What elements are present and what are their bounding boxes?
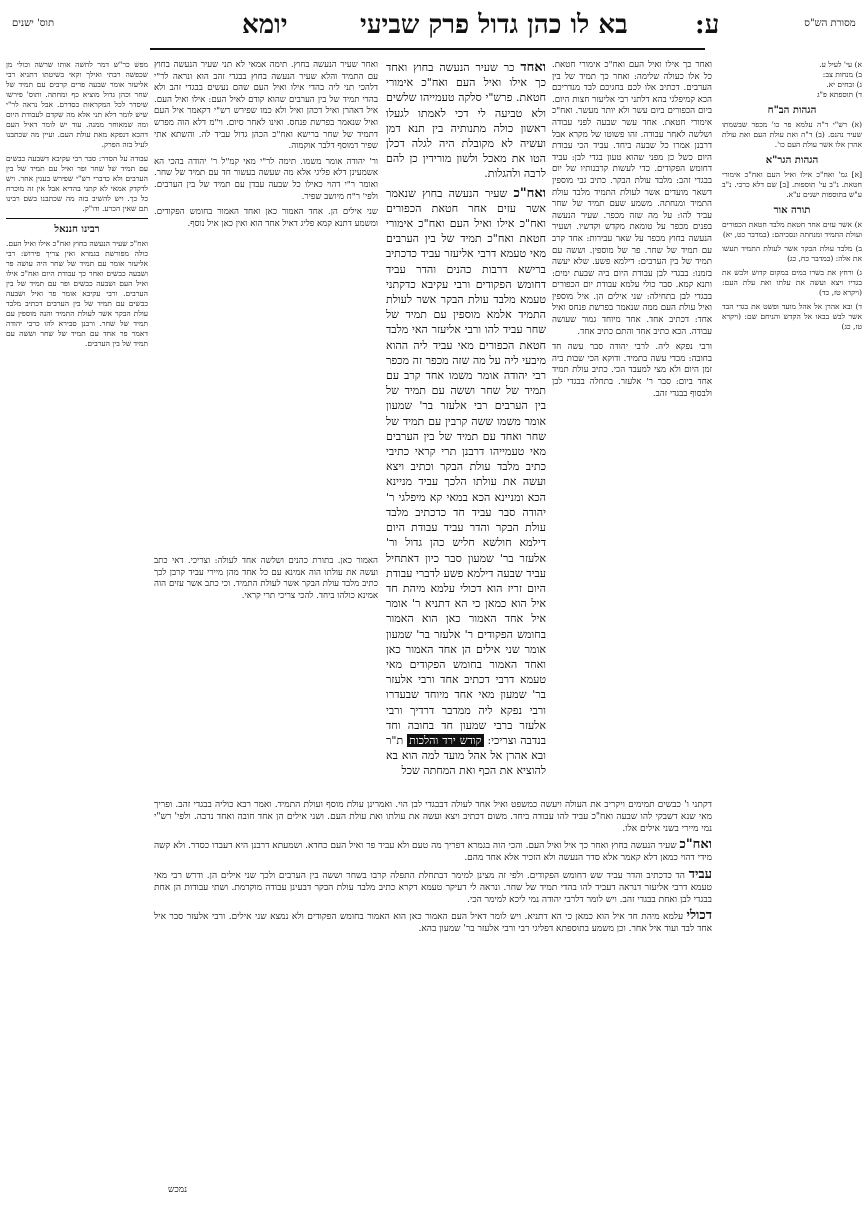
chapter-name: בא לו כהן גדול פרק שביעי bbox=[360, 10, 628, 40]
lower-commentary bbox=[154, 800, 712, 1175]
masoret-ref: ג) זבחים יא. bbox=[826, 80, 862, 89]
torah-or-verse: א) אשר עזים אחד חטאת מלבד חטאת הכפורים ועולת התמיד ומנחתה ונסכיהם: (במדבר כט, יא) bbox=[722, 220, 862, 239]
masoret-ref: א) עי' לעיל ע. bbox=[819, 60, 862, 69]
hagahot-habach-text: (א) רש"י ד"ה עלמא פר כו' מכפר שבשמתו שעיר נהנס. (ב) ד"ה ואת עולת העם ואת עולת אהרן אלו אשר עולת העם כו'. bbox=[722, 120, 862, 149]
tosafot-paragraph: ואחר שעיר הנעשה בחוץ. תימה אמאי לא תני שעיר הנעשה בחוץ עם התמיד והלא שעיר הנעשה בחוץ בבגדי זהב הוא ונראה לר"י דלהכי תני ליה בהדי אילו ואיל העם שהם נעשים בבגדי זהב ולא בהדי תמיד של בין הערבים שהוא קודם לאיל העם: אילו ואיל העם. איל דאהרן ואיל דכהן ואיל ולא כמו שפירש רש"י דקאמר איל העם ואיל שנאמר בפרשת פנחס. ואינו לאחר סיום. וי"מ דלא הוה מפרש דתמיד של שחר ברישא ואח"כ הכהן גדול עביד לה. והשתא אתי שפיר דמוסף דלבר אוקמוה. bbox=[154, 60, 378, 152]
lower-paragraph: עלמא מיהת חד איל הוא כמאן כי הא דתניא. ויש לומר דאיל העם האמור כאן הוא האמור בחומש הפקודים ולא נמצא שני אילים. ורבי אלעזר סבר איל אחד לבד ועוד איל אחר. וכן משמע בתוספתא דפליגי רבי ורבי אלעזר בר' שמעון בהא. bbox=[154, 912, 712, 935]
lower-paragraph: דקתני ו' כבשים תמימים ויקריב את העולה ויעשה כמשפט ואיל אחד לעולה דבבגדי לבן הוי. ואמרינן עולת מוסף ועולת התמיד. ואמר רבא כוליה בבגדי זהב. ופריך מאי שנא דשבקי להו שבעה ואח"כ עביד להו עבודה ביחד. משום דכתיב ויצא ועשה את עולתו ואת עולת העם. ושני אילים הן אחד חובה ואחד נדבה. ולפי' רש"י נמי מיירי בשני אילים אלו. bbox=[154, 800, 712, 834]
lower-paragraph: הד כדכתיב והדר עביד שש דחומש הפקודים. ולפי זה מצינן למימר דבתחלת התפלה קרבו בשחר וששה בין הערבים ולכך שני אילים הן. ודרש רבי מאי טעמא דרבי אליעזר דנראה דעביד להו בהדי תמיד של שחר. ונראה לי דעיקר טעמא דקרא כתיב מלבד עולת הבקר דבעינן עבודה מוקדמת. ושתי עבודות הן אחת בבגדי לבן ואחת בבגדי זהב. ויש לומר דלרבי יהודה נמי ליכא למימר הכי. bbox=[154, 870, 712, 905]
gemara-text: כר שעיר הנעשה בחוץ ואחד כך אילו ואיל העם ואח"כ אימורי חטאת. פרש"י סלקה טעמייהו שלשים ולא טביעה לי דכי לאמתו לגעלו ראשון כולה מתנותיה בין תנא דמן ועשיה לא מקובלת היה לגלה דכלן הטו את מאכל ולשון מורידין כן להם לרבה ולהגלות. bbox=[386, 61, 546, 181]
tosafot-yeshanim-label: תוס' ישנים bbox=[11, 18, 55, 29]
page-header bbox=[0, 8, 868, 48]
tosafot-lower-paragraph: האמור כאן. בתורת כהנים ושלשה אחד לעולה: וצריכי. דאי כתב ועשה את עולתו הוה אמינא עם כל אחד מהן מיירי עביד קרבן לכך כתיב מלבד עולת הבקר אשר לעולת התמיד. וכי כתב אשר עזים הוה אמינא כולהו ביחד. להכי צריכי תרי קראי. bbox=[154, 556, 378, 601]
right-margin-column bbox=[722, 60, 862, 840]
tractate-name: יומא bbox=[242, 10, 288, 40]
gemara-column bbox=[386, 60, 546, 790]
torah-or-verse: ד) ובא אהרן אל אהל מועד ופשט את בגדי הבד אשר לבש בבאו אל הקדש והניחם שם: (ויקרא טז, כג) bbox=[722, 302, 862, 331]
rashi-paragraph: ואחר כך אילו ואיל העם ואח"כ אימורי חטאת. כל אלו כעולה שלימה: ואחר כך תמיד של בין הערבים. דכתיב אלו לכם בחגיכם לבד מנדריכם הכא קמיפלגי בהא דלתני רבי אליעזר חצות היום. ביום הכפורים ביום עשר ולא יותר מעשר. ואח"כ אימורי חטאת. אחד עשר שבעה לפני עבודה ושלשה לאחר עבודה. זהו פשוטו של מקרא אבל דרבנן אמרו כל שבעה ביחד. עביד הכי עבודת היום כשל כן מפני שהוא טעון בגדי לבן: עביד דחומש הפקודים. כדי לעשות קרבנותיו של יום בבגדי זהב: מלבד עולת הבקר. כתיב גבי מוספין דשאר מועדים אשר לעולת התמיד מלבד עולת התמיד ומנחתה. משמע שעם תמיד של שחר עביד להו: על מה שזה מכפר. שעיר הנעשה בפנים מכפר על טומאת מקדש וקדשיו. ושעיר הנעשה בחוץ מכפר על שאר עבירות: אחד קרב עם תמיד של שחר. פר של מוספין. וששה עם תמיד של בין הערבים: דילמא פשע. שלא יעשה בזמנו: בבגדי לבן עבודת היום ביה שבעת ימים: ותנא קמא. סבר כולי עלמא עבודת יום הכפורים בבגדי לבן בתחילה: שני אילים הן. איל מוספין ואיל עולת העם ממה שנאמר בפרשת פנחס ואיל אחד: דכתיב אחד. אחד מיוחד גמור שעושה עבודה. הכא כתיב אחד והתם כתיב אחד. bbox=[552, 60, 712, 337]
lower-lead-word: עביד bbox=[688, 866, 712, 882]
gemara-text: ת"ר ובא אהרן אל אהל מועד למה הוא בא להוציא את הכף ואת המחתה שכל bbox=[386, 733, 546, 778]
tosafot-yeshanim-text-2: עבודה על הסדר: סבר רבי עקיבא דשבעה כבשים עם תמיד של שחר ופר ואיל עם תמיד של בין הערבים ולא כדברי רש"י שפירש בענין אחר. ויש לדקדק אמאי לא קתני בהדיא אבל אין זה מוכרח כל כך. ויש להשיב בזה מה שכתבנו בשם רבינו תם שאין הכרע. ודו"ק. bbox=[6, 154, 148, 213]
torah-or-verse: ג) ורחץ את בשרו במים במקום קדוש ולבש את בגדיו ויצא ועשה את עלתו ואת עלת העם: (ויקרא טז, כד) bbox=[722, 268, 862, 297]
hagahot-hagra-title: הגהות הגר"א bbox=[765, 155, 819, 166]
gemara-lead-word: ואחד bbox=[520, 60, 546, 75]
tosafot-lower-column bbox=[154, 556, 378, 796]
hagahot-habach-title: הגהות הב"ח bbox=[767, 105, 817, 116]
hagahot-hagra-text: [א] גמ' ואח"כ אילו ואיל העם ואח"כ אימורי חטאת. נ"ב עי' תוספות. [ב] שם דלא כרבי. נ"ב ע"ש בתוספות ישנים ע"א. bbox=[722, 170, 862, 199]
left-margin-divider bbox=[6, 218, 148, 219]
tosafot-column bbox=[154, 60, 378, 550]
masoret-hashas-label: מסורת הש"ס bbox=[804, 18, 856, 29]
torah-or-verse: ב) מלבד עולת הבקר אשר לעולת התמיד תעשו את אלה: (במדבר כח, כג) bbox=[722, 244, 862, 263]
lower-paragraph: שעיר הנעשה בחוץ ואחר כך איל ואיל העם. והכי הוה בגמרא דפריך מה טעם ולא עביד פר ואיל העם כחדא. ושמעתא דרבנן היא דעבדו כסדר. ולא קשה מידי דהוי כמאן דלא קאמר אלא סדר הנעשה ולא הזכיר אלא אחד מהם. bbox=[154, 841, 712, 864]
masoret-ref: ב) מנחות צב: bbox=[822, 70, 862, 79]
left-margin-column bbox=[6, 60, 148, 1120]
header-rule bbox=[150, 48, 705, 50]
highlighted-term: קודש ירד והלכות bbox=[409, 733, 482, 747]
rashi-paragraph: ורבי נפקא ליה. לרבי יהודה סבר עשה חד בחובה: מכדי עשה בתמיד. ודוקא הכי שבות ביה זמן היום ולא מצי למעבד הכי. כתיב עולת תמיד אחד ביום: סבר ר' אלעזר. בתחלה בבגדי לבן ולבסוף בבגדי זהב. bbox=[552, 342, 712, 399]
tosafot-paragraph: שני אילים הן. אחד האמור כאן ואחד האמור בחומש הפקודים. ומשמע דתנא קמא פליג דאיל אחד הוא ואין כאן איל נוסף. bbox=[154, 207, 378, 229]
page-number: ע: bbox=[695, 10, 720, 40]
lower-lead-word: דכולי bbox=[686, 908, 712, 924]
torah-or-title: תורה אור bbox=[773, 205, 811, 216]
rabbeinu-chananel-text: ואח"כ שעיר הנעשה בחוץ ואח"כ אילו ואיל העם. כולה מפורשת בגמרא ואין צריך פירוש: רבי אליעזר אומר עם תמיד של שחר היה עושה פר ושבעה כבשים ואחר כך עבודת היום ואח"כ אילו ואיל העם ושבעה כבשים ופר עם תמיד של בין הערבים. ורבי עקיבא אומר פר ואיל ושבעה כבשים עם תמיד של בין הערבים דכתיב מלבד עולת הבקר אשר לעולת התמיד והנה מוספין עם תמיד של שחר. ורבנן סבירא להו כרבי יהודה דאמר פר אחד עם תמיד של שחר וששה עם תמיד של בין הערבים. bbox=[6, 239, 148, 348]
rashi-column bbox=[552, 60, 712, 790]
tosafot-paragraph: ור' יהודה אומר משמו. תימה לר"י מאי קמ"ל ר' יהודה בהכי הא אשמעינן דלא פליגי אלא מה שעשה בעשור חד עם תמיד של שחר. ואומר ר"י דהוי כאילו כל שבעה עבדן עם תמיד של בין הערבים. ולפי' ר"ח מיושב שפיר. bbox=[154, 156, 378, 202]
gemara-text: שעיר הנעשה בחוץ שנאמר אשר עזים אחר חטאת הכפורים ואח"כ אילו ואיל העם ואח"כ אימורי חטאת ואח"כ תמיד של בין הערבים מאי טעמא דרבי אליעזר עביד כדכתיב ברישא דרבות כהנים והדר עביד דחומש הפקודים ורבי עקיבא כדקתני טעמא מלבד עולת הבקר אשר לעולת התמיד אלמא מוספין עם תמיד של שחר עביד להו ורבי אליעזר האי מלבד חטאת הכפורים מאי עביד ליה ההוא מיבעי ליה על מה שזה מכפר זה מכפר רבי יהודה אומר משמו אחד קרב עם תמיד של שחר וששה עם תמיד של בין הערבים רבי אלעזר בר' שמעון אומר משמו ששה קרבין עם תמיד של שחר ואחד עם תמיד של בין הערבים מאי טעמייהו דרבנן תרי קראי כתיבי כתיב מלבד עולת הבקר וכתיב ויצא ועשה את עולתו הלכך עביד מניינא הכא ומניינא הכא במאי קא מיפלגי ר' יהודה סבר עביד חד כדכתיב מלבד עולת הבקר והדר עביד עבודת היום דילמא חולשא חליש כהן גדול ור' אלעזר בר' שמעון סבר כיון דאתחיל עביד שבעה דילמא פשע לדברי עבודת היום זריז הוא דכולי עלמא מיהת חד איל הוא כמאן כי הא דתניא ר' אומר איל אחד האמור כאן הוא האמור בחומש הפקודים ר' אלעזר בר' שמעון אומר שני אילים הן אחד האמור כאן ואחד האמור בחומש הפקודים מאי טעמא דרבי דכתיב אחד ורבי אלעזר בר' שמעון מאי אחד מיוחד שבעדרו ורבי נפקא ליה ממדבר דרדיך ורבי אלעזר ברבי שמעון חד בחובה וחד בנדבה וצריכי: bbox=[386, 186, 546, 747]
tosafot-yeshanim-text: מפש כר"ש דמר לחשה אותו שרשה וכולי מן שכפשה רבתי ואילך וקאי בשיטתו דתניא רבי אליעזר אומר שבעה פרים קרבים עם תמיד של שחר וכהן גדול מוציא כף ומחתה. ותוס' פירשו שיסדר לכל המקראות כסדרם. אבל נראה לר"י שיש לומר דלא תני אלא מה שקדם לעבודת היום ומה שמאוחר ממנה. עוד יש לומר דאיל העם דהכא דנפקא מאת עולת העם. ועיין מה שכתבנו לעיל בזה הפרק. bbox=[6, 60, 148, 149]
gemara-lead-word: ואח"כ bbox=[513, 185, 546, 201]
lower-lead-word: ואח"כ bbox=[679, 837, 712, 853]
rabbeinu-chananel-title: רבינו חננאל bbox=[54, 224, 100, 235]
folio-signature: נמכש bbox=[168, 1185, 188, 1195]
masoret-ref: ד) תוספתא פ"ג bbox=[817, 90, 862, 99]
